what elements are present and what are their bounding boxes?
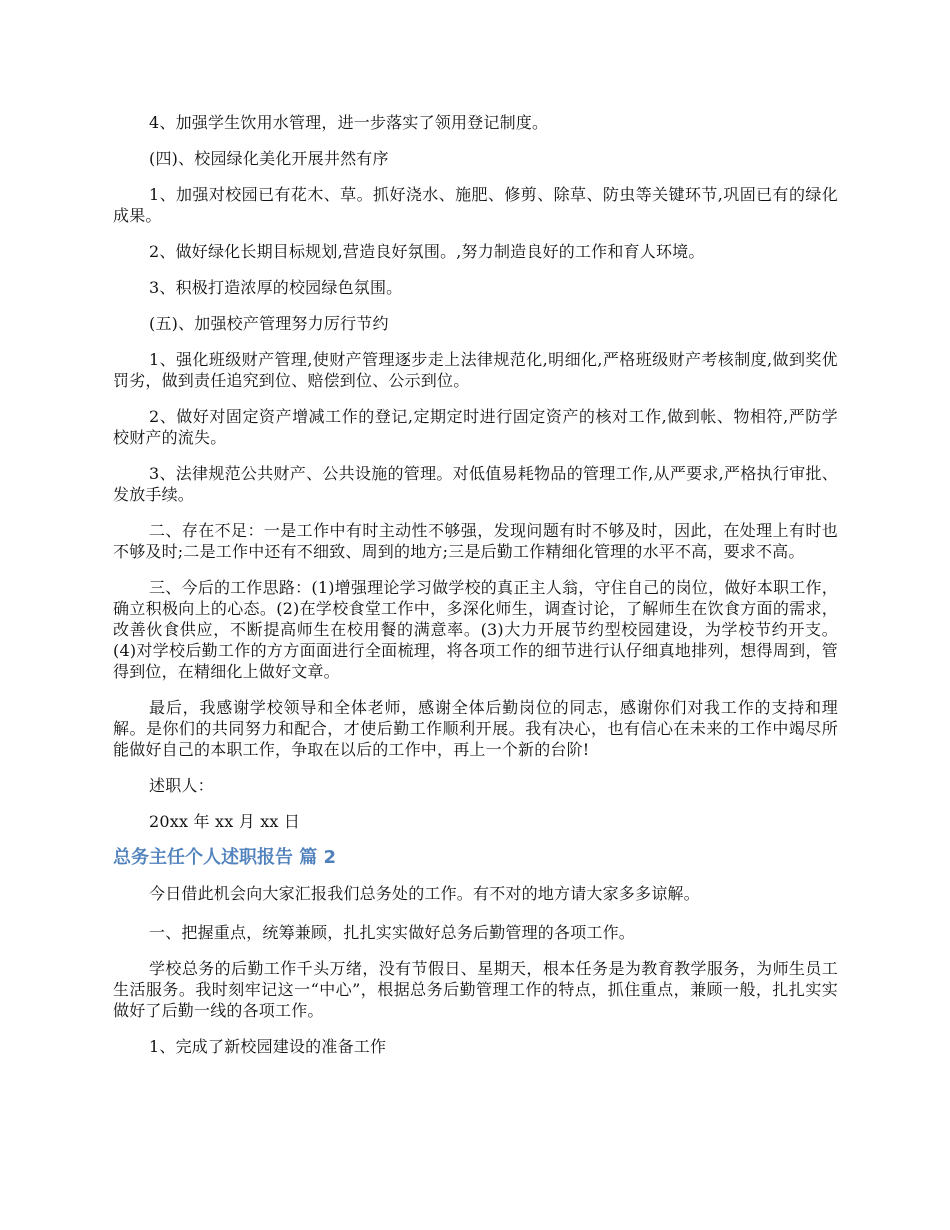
paragraph: 学校总务的后勤工作千头万绪，没有节假日、星期天，根本任务是为教育教学服务，为师生员工生活服务。我时刻牢记这一“中心”，根据总务后勤管理工作的特点，抓住重点，兼顾一般，扎扎实实做好了后勤一线的各项工作。 [113,959,838,1020]
paragraph: 1、完成了新校园建设的准备工作 [149,1037,387,1056]
paragraph: 3、法律规范公共财产、公共设施的管理。对低值易耗物品的管理工作,从严要求,严格执行审批、发放手续。 [113,464,838,504]
paragraph: 2、做好对固定资产增减工作的登记,定期定时进行固定资产的核对工作,做到帐、物相符,严防学校财产的流失。 [113,407,838,447]
subsection-title: (四)、校园绿化美化开展井然有序 [149,149,389,168]
paragraph: 今日借此机会向大家汇报我们总务处的工作。有不对的地方请大家多多谅解。 [149,884,700,903]
paragraph: 二、存在不足：一是工作中有时主动性不够强，发现问题有时不够及时，因此，在处理上有时也不够及时;二是工作中还有不细致、周到的地方;三是后勤工作精细化管理的水平不高，要求不高。 [113,521,838,561]
paragraph: 4、加强学生饮用水管理，进一步落实了领用登记制度。 [149,113,549,132]
paragraph: 1、强化班级财产管理,使财产管理逐步走上法律规范化,明细化,严格班级财产考核制度,做到奖优罚劣，做到责任追究到位、赔偿到位、公示到位。 [113,350,838,390]
document-body [113,112,838,1072]
signature-label: 述职人： [149,776,214,795]
paragraph: 一、把握重点，统筹兼顾，扎扎实实做好总务后勤管理的各项工作。 [149,923,636,942]
paragraph: 1、加强对校园已有花木、草。抓好浇水、施肥、修剪、除草、防虫等关键环节,巩固已有的绿化成果。 [113,185,838,225]
paragraph: 3、积极打造浓厚的校园绿色氛围。 [149,278,403,297]
paragraph: 2、做好绿化长期目标规划,营造良好氛围。,努力制造良好的工作和育人环境。 [149,242,705,261]
subsection-title: (五)、加强校产管理努力厉行节约 [149,314,389,333]
section-heading: 总务主任个人述职报告 篇 2 [113,847,337,868]
date-line: 20xx 年 xx 月 xx 日 [149,812,301,831]
paragraph: 最后，我感谢学校领导和全体老师，感谢全体后勤岗位的同志，感谢你们对我工作的支持和理解。是你们的共同努力和配合，才使后勤工作顺利开展。我有决心，也有信心在未来的工作中竭尽所能做好自己的本职工作，争取在以后的工作中，再上一个新的台阶! [113,698,838,759]
paragraph: 三、今后的工作思路：(1)增强理论学习做学校的真正主人翁，守住自己的岗位，做好本职工作，确立积极向上的心态。(2)在学校食堂工作中，多深化师生，调查讨论，了解师生在饮食方面的需求，改善伙食供应，不断提高师生在校用餐的满意率。(3)大力开展节约型校园建设，为学校节约开支。(4)对学校后勤工作的方方面面进行全面梳理，将各项工作的细节进行认仔细真地排列，想得周到，管得到位，在精细化上做好文章。 [113,578,838,681]
